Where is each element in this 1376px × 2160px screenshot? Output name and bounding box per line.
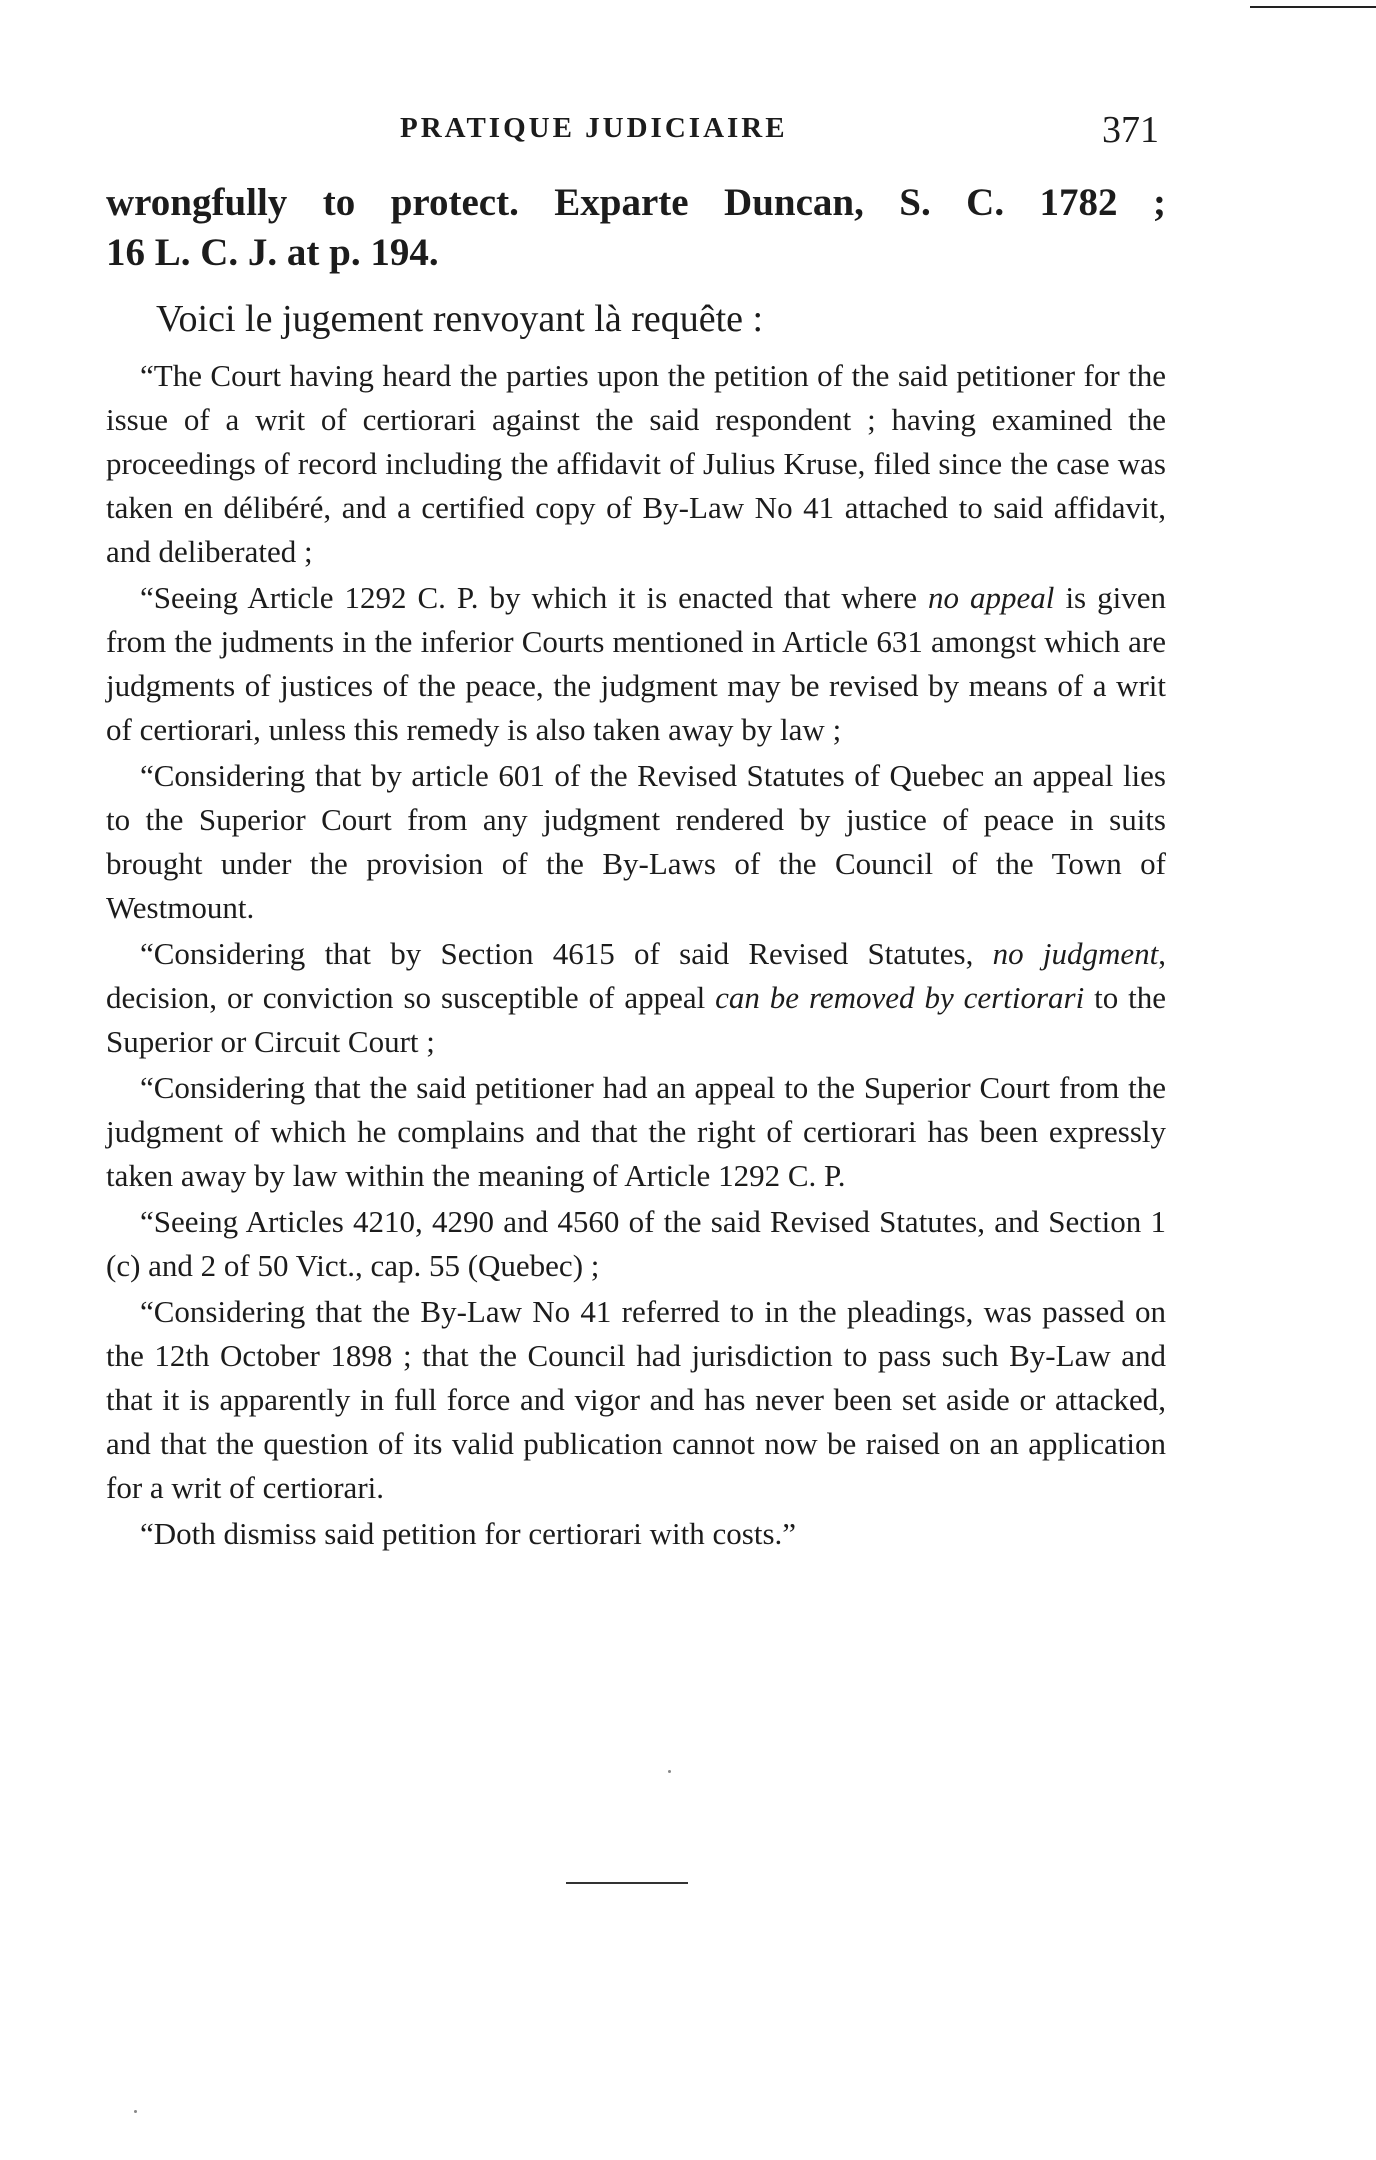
paragraph-dismissal: “Doth dismiss said petition for certiorari with costs.”	[140, 1516, 797, 1551]
p2-italic-no-appeal: no appeal	[928, 580, 1055, 615]
opening-citation	[106, 178, 1166, 278]
p4-italic-no-judgment: no judgment	[992, 936, 1159, 971]
top-edge-rule	[1250, 6, 1376, 8]
paper-speck	[134, 2110, 137, 2113]
p4-text-a: “Considering that by Section 4615 of said Revised Statutes,	[140, 936, 993, 971]
body-text	[106, 178, 1166, 1556]
p2-text-a: “Seeing Article 1292 C. P. by which it is enacted that where	[140, 580, 929, 615]
opening-line-1: wrongfully to protect. Exparte Duncan, S. C. 1782 ;	[106, 181, 1166, 224]
opening-line-2: 16 L. C. J. at p. 194.	[106, 231, 439, 274]
paragraph-court-heard: “The Court having heard the parties upon the petition of the said petitioner for the issue of a writ of certiorari against the said respondent ; having examined the proceedings of record including the affidavit of Julius Kruse, filed since the case was taken en délibéré, and a certified copy of By-Law No 41 attached to said affidavit, and deliberated ;	[106, 358, 1166, 569]
p4-italic-can-be-removed: can be removed by certiorari	[715, 980, 1085, 1015]
paragraph-seeing-article-1292	[106, 576, 1166, 752]
p4-text-c: , decision, or conviction so susceptible of appeal	[106, 936, 1167, 1015]
paragraph-bylaw-41: “Considering that the By-Law No 41 referred to in the pleadings, was passed on the 12th October 1898 ; that the Council had jurisdiction to pass such By-Law and that it is apparently in full force and vigor and has never been set aside or attacked, and that the question of its valid publication cannot now be raised on an application for a writ of certiorari.	[106, 1294, 1166, 1505]
paragraph-section-4615	[106, 932, 1166, 1064]
paragraph-appeal-superior-court: “Considering that the said petitioner had an appeal to the Superior Court from the judgment of which he complains and that the right of certiorari has been expressly taken away by law within the meaning of Article 1292 C. P.	[106, 1070, 1166, 1193]
p2-text-c: is given from the judments in the inferior Courts mentioned in Article 631 amongst which are judgments of justices of the peace, the judgment may be revised by means of a writ of certiorari, unless this remedy is also taken away by law ;	[106, 580, 1166, 747]
p4-text-e: to the Superior or Circuit Court ;	[106, 980, 1166, 1059]
paragraph-seeing-articles-4210: “Seeing Articles 4210, 4290 and 4560 of the said Revised Statutes, and Section 1 (c) and 2 of 50 Vict., cap. 55 (Quebec) ;	[106, 1204, 1166, 1283]
judgment-intro: Voici le jugement renvoyant là requête :	[156, 298, 764, 340]
running-head: PRATIQUE JUDICIAIRE	[400, 112, 788, 144]
section-separator-rule	[566, 1882, 688, 1884]
paper-speck	[668, 1770, 671, 1773]
page-number: 371	[1102, 109, 1159, 151]
paragraph-article-601: “Considering that by article 601 of the Revised Statutes of Quebec an appeal lies to the Superior Court from any judgment rendered by justice of peace in suits brought under the provision of the By-Laws of the Council of the Town of Westmount.	[106, 758, 1166, 925]
